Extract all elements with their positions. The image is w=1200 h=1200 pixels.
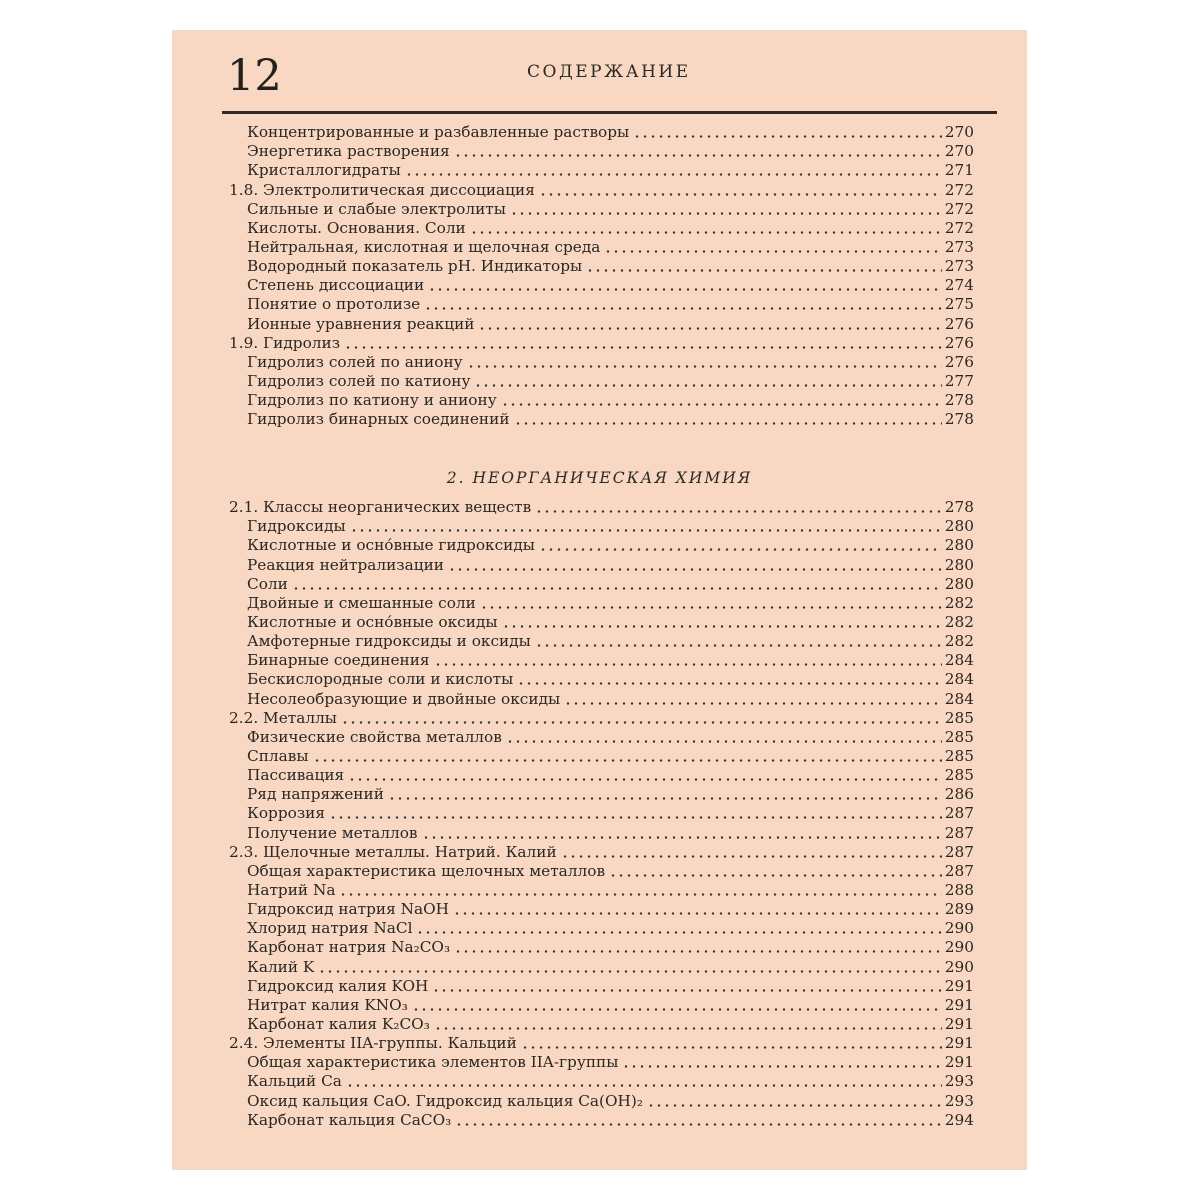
toc-entry <box>222 536 974 555</box>
toc-entry-page: 285 <box>944 727 974 746</box>
dot-leader <box>318 970 942 973</box>
dot-leader <box>478 327 942 330</box>
toc-entry <box>222 900 974 919</box>
toc-entry-page: 271 <box>944 161 974 180</box>
dot-leader <box>510 212 942 215</box>
dot-leader <box>609 874 942 877</box>
toc-entry-page: 294 <box>944 1110 974 1129</box>
toc-list-part-2 <box>222 498 974 1130</box>
toc-entry <box>222 314 974 333</box>
toc-list-part-1 <box>222 123 974 429</box>
dot-leader <box>455 1123 942 1126</box>
dot-leader <box>564 702 942 705</box>
dot-leader <box>412 1008 942 1011</box>
toc-entry-title: Двойные и смешанные соли <box>247 593 476 612</box>
toc-entry <box>222 651 974 670</box>
toc-entry-page: 274 <box>944 276 974 295</box>
toc-entry-page: 290 <box>944 938 974 957</box>
toc-entry-title: 2.1. Классы неорганических веществ <box>229 498 532 517</box>
toc-entry-page: 284 <box>944 670 974 689</box>
toc-entry-page: 291 <box>944 1014 974 1033</box>
toc-section-entry <box>222 843 974 862</box>
toc-entry-title: Сильные и слабые электролиты <box>247 199 506 218</box>
dot-leader <box>350 529 942 532</box>
dot-leader <box>432 989 942 992</box>
toc-entry-page: 284 <box>944 689 974 708</box>
toc-entry-page: 270 <box>944 142 974 161</box>
toc-entry-page: 285 <box>944 746 974 765</box>
toc-entry <box>222 823 974 842</box>
toc-entry-title: 2.2. Металлы <box>229 708 337 727</box>
toc-section-entry <box>222 498 974 517</box>
toc-entry-page: 280 <box>944 536 974 555</box>
toc-entry <box>222 276 974 295</box>
toc-entry-page: 272 <box>944 199 974 218</box>
toc-entry-page: 278 <box>944 391 974 410</box>
toc-entry <box>222 123 974 142</box>
toc-entry <box>222 238 974 257</box>
dot-leader <box>470 231 942 234</box>
dot-leader <box>434 1027 942 1030</box>
page-number: 12 <box>227 51 282 101</box>
toc-entry-title: 1.9. Гидролиз <box>229 333 341 352</box>
toc-entry <box>222 257 974 276</box>
toc-entry <box>222 410 974 429</box>
toc-entry-page: 290 <box>944 957 974 976</box>
dot-leader <box>341 721 942 724</box>
dot-leader <box>448 568 942 571</box>
toc-entry-page: 293 <box>944 1072 974 1091</box>
toc-entry <box>222 785 974 804</box>
dot-leader <box>434 663 942 666</box>
toc-entry-page: 282 <box>944 632 974 651</box>
toc-entry <box>222 1072 974 1091</box>
toc-entry-page: 277 <box>944 371 974 390</box>
toc-entry-title: Амфотерные гидроксиды и оксиды <box>247 632 531 651</box>
toc-entry <box>222 632 974 651</box>
toc-entry-page: 273 <box>944 237 974 256</box>
dot-leader <box>506 740 942 743</box>
toc-entry <box>222 613 974 632</box>
toc-entry-title: Общая характеристика элементов IIA-группы <box>247 1053 619 1072</box>
toc-entry <box>222 728 974 747</box>
toc-entry <box>222 862 974 881</box>
toc-entry-page: 276 <box>944 333 974 352</box>
toc-entry <box>222 517 974 536</box>
toc-entry-page: 280 <box>944 555 974 574</box>
toc-entry-title: Степень диссоциации <box>247 276 425 295</box>
toc-entry-page: 278 <box>944 410 974 429</box>
toc-entry-title: Гидроксид натрия NaOH <box>247 900 450 919</box>
dot-leader <box>453 912 942 915</box>
toc-entry-page: 286 <box>944 785 974 804</box>
toc-entry-page: 287 <box>944 861 974 880</box>
toc-entry-title: Ряд напряжений <box>247 785 384 804</box>
toc-entry-title: Энергетика растворения <box>247 142 450 161</box>
dot-leader <box>424 307 942 310</box>
header-rule <box>222 111 997 114</box>
toc-entry <box>222 957 974 976</box>
toc-entry-title: Натрий Na <box>247 880 336 899</box>
toc-entry-title: 1.8. Электролитическая диссоциация <box>229 180 535 199</box>
toc-entry-page: 287 <box>944 842 974 861</box>
dot-leader <box>535 644 942 647</box>
toc-entry-title: Физические свойства металлов <box>247 727 502 746</box>
dot-leader <box>339 893 942 896</box>
toc-entry-page: 284 <box>944 651 974 670</box>
toc-entry-title: Гидролиз солей по катиону <box>247 371 471 390</box>
running-title: СОДЕРЖАНИЕ <box>527 62 691 82</box>
toc-entry <box>222 670 974 689</box>
toc-entry <box>222 575 974 594</box>
toc-entry-title: Водородный показатель pH. Индикаторы <box>247 257 583 276</box>
toc-entry-page: 291 <box>944 1034 974 1053</box>
toc-entry-title: 2.4. Элементы IIA-группы. Кальций <box>229 1034 517 1053</box>
dot-leader <box>604 250 942 253</box>
toc-entry-title: Кислотные и осно́вные оксиды <box>247 612 498 631</box>
toc-entry-page: 288 <box>944 880 974 899</box>
dot-leader <box>467 365 942 368</box>
toc-entry <box>222 766 974 785</box>
toc-entry-page: 280 <box>944 517 974 536</box>
toc-entry <box>222 919 974 938</box>
toc-entry-page: 291 <box>944 976 974 995</box>
toc-entry-title: Концентрированные и разбавленные растворы <box>247 123 630 142</box>
toc-entry-title: Карбонат натрия Na₂CO₃ <box>247 938 451 957</box>
toc-entry-title: Гидроксиды <box>247 517 346 536</box>
toc-entry-title: Коррозия <box>247 804 326 823</box>
toc-entry-page: 291 <box>944 1053 974 1072</box>
toc-entry <box>222 295 974 314</box>
toc-entry <box>222 1091 974 1110</box>
toc-entry-page: 273 <box>944 257 974 276</box>
dot-leader <box>313 759 942 762</box>
toc-entry-title: Реакция нейтрализации <box>247 555 444 574</box>
toc-entry <box>222 689 974 708</box>
toc-entry-title: Получение металлов <box>247 823 418 842</box>
toc-entry-page: 276 <box>944 352 974 371</box>
dot-leader <box>454 154 942 157</box>
toc-entry <box>222 881 974 900</box>
toc-entry-title: Гидролиз бинарных соединений <box>247 410 510 429</box>
dot-leader <box>344 346 942 349</box>
dot-leader <box>539 548 942 551</box>
toc-entry-page: 287 <box>944 804 974 823</box>
dot-leader <box>292 587 942 590</box>
toc-entry-page: 278 <box>944 498 974 517</box>
toc-entry <box>222 1053 974 1072</box>
toc-entry-page: 287 <box>944 823 974 842</box>
dot-leader <box>521 1046 942 1049</box>
dot-leader <box>346 1084 942 1087</box>
toc-entry <box>222 200 974 219</box>
dot-leader <box>422 836 942 839</box>
toc-entry-page: 280 <box>944 574 974 593</box>
toc-entry <box>222 219 974 238</box>
dot-leader <box>502 625 942 628</box>
toc-entry <box>222 804 974 823</box>
toc-entry-page: 275 <box>944 295 974 314</box>
toc-entry-title: Карбонат кальция CaCO₃ <box>247 1110 452 1129</box>
toc-entry-title: Кислоты. Основания. Соли <box>247 218 466 237</box>
dot-leader <box>539 193 942 196</box>
toc-entry <box>222 353 974 372</box>
toc-entry <box>222 1111 974 1130</box>
dot-leader <box>622 1065 942 1068</box>
toc-entry-title: Калий K <box>247 957 315 976</box>
toc-entry-title: Карбонат калия K₂CO₃ <box>247 1014 430 1033</box>
toc-entry <box>222 555 974 574</box>
toc-entry-title: Кислотные и осно́вные гидроксиды <box>247 536 535 555</box>
toc-entry-title: Нейтральная, кислотная и щелочная среда <box>247 237 601 256</box>
toc-entry-page: 290 <box>944 919 974 938</box>
dot-leader <box>474 384 942 387</box>
toc-entry <box>222 1015 974 1034</box>
toc-section-entry <box>222 180 974 199</box>
section-heading: 2. НЕОРГАНИЧЕСКАЯ ХИМИЯ <box>446 469 753 487</box>
dot-leader <box>501 403 942 406</box>
toc-entry-title: Гидролиз по катиону и аниону <box>247 391 497 410</box>
dot-leader <box>454 950 942 953</box>
dot-leader <box>329 816 942 819</box>
toc-entry <box>222 938 974 957</box>
toc-entry-title: Кальций Ca <box>247 1072 342 1091</box>
toc-entry-title: Хлорид натрия NaCl <box>247 919 413 938</box>
toc-section-entry <box>222 1034 974 1053</box>
toc-entry <box>222 977 974 996</box>
toc-entry-page: 285 <box>944 766 974 785</box>
toc-entry <box>222 996 974 1015</box>
book-page <box>172 30 1027 1170</box>
toc-entry-page: 291 <box>944 995 974 1014</box>
toc-entry-title: Гидроксид калия KOH <box>247 976 429 995</box>
toc-entry-title: Кристаллогидраты <box>247 161 401 180</box>
dot-leader <box>561 855 942 858</box>
dot-leader <box>388 797 942 800</box>
dot-leader <box>480 606 942 609</box>
dot-leader <box>348 778 942 781</box>
toc-entry-title: Общая характеристика щелочных металлов <box>247 861 606 880</box>
toc-section-entry <box>222 334 974 353</box>
toc-entry-title: Оксид кальция CaO. Гидроксид кальция Ca(OH)₂ <box>247 1091 644 1110</box>
toc-entry-page: 293 <box>944 1091 974 1110</box>
toc-section-entry <box>222 709 974 728</box>
dot-leader <box>517 682 942 685</box>
toc-entry-page: 270 <box>944 123 974 142</box>
toc-entry-title: Гидролиз солей по аниону <box>247 352 463 371</box>
toc-entry <box>222 391 974 410</box>
toc-entry-page: 285 <box>944 708 974 727</box>
toc-entry <box>222 747 974 766</box>
dot-leader <box>514 422 942 425</box>
toc-entry-page: 289 <box>944 900 974 919</box>
toc-entry-title: Пассивация <box>247 766 345 785</box>
toc-entry-title: Бескислородные соли и кислоты <box>247 670 514 689</box>
toc-entry <box>222 142 974 161</box>
dot-leader <box>647 1104 942 1107</box>
toc-entry-title: Соли <box>247 574 288 593</box>
toc-entry-title: Сплавы <box>247 746 309 765</box>
toc-entry-title: Нитрат калия KNO₃ <box>247 995 408 1014</box>
toc-entry-page: 282 <box>944 593 974 612</box>
toc-entry-page: 282 <box>944 612 974 631</box>
dot-leader <box>535 510 942 513</box>
toc-entry-page: 272 <box>944 180 974 199</box>
toc-entry-title: 2.3. Щелочные металлы. Натрий. Калий <box>229 842 557 861</box>
toc-entry-title: Бинарные соединения <box>247 651 430 670</box>
toc-entry-title: Несолеобразующие и двойные оксиды <box>247 689 561 708</box>
dot-leader <box>586 269 942 272</box>
dot-leader <box>428 288 942 291</box>
dot-leader <box>405 173 942 176</box>
toc-entry <box>222 161 974 180</box>
toc-entry <box>222 372 974 391</box>
toc-entry-title: Ионные уравнения реакций <box>247 314 475 333</box>
toc-entry-page: 276 <box>944 314 974 333</box>
toc-entry <box>222 594 974 613</box>
dot-leader <box>633 135 942 138</box>
toc-entry-title: Понятие о протолизе <box>247 295 421 314</box>
dot-leader <box>416 931 942 934</box>
toc-entry-page: 272 <box>944 218 974 237</box>
